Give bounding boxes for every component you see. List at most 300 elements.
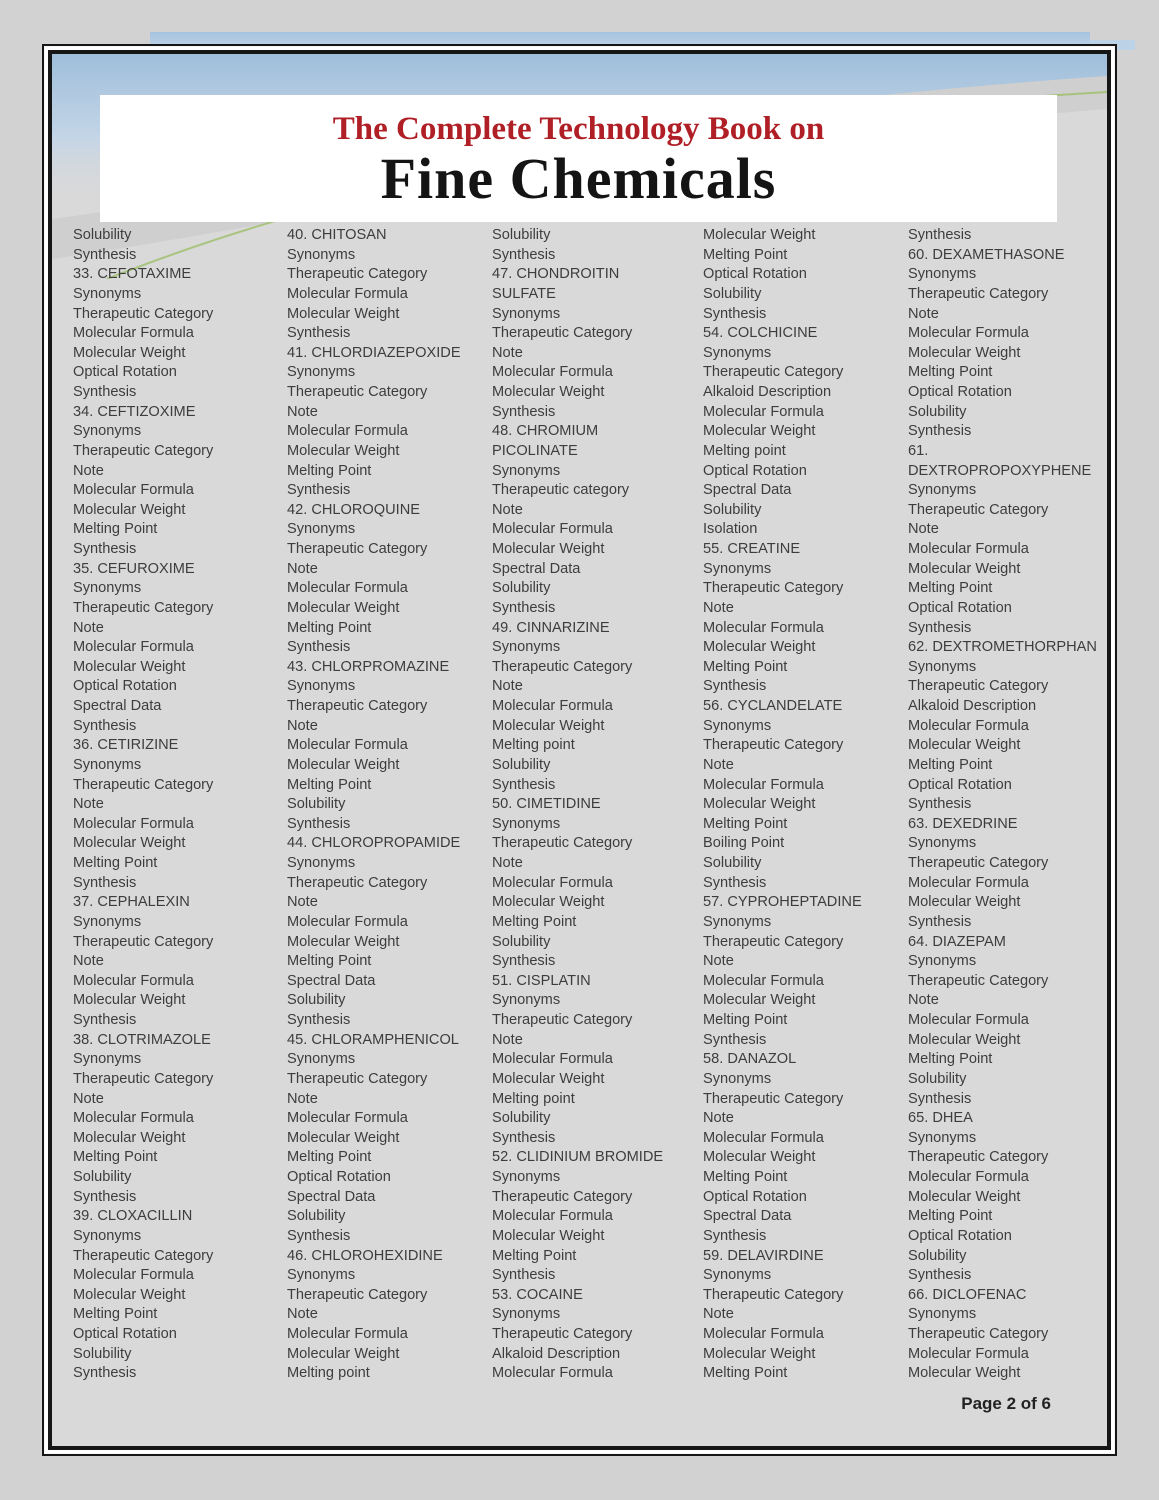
toc-column-3	[492, 226, 703, 1384]
toc-entry-title: 57. CYPROHEPTADINE	[703, 894, 862, 911]
toc-entry-property: Synthesis	[492, 1129, 556, 1146]
toc-entry-property: Melting Point	[287, 776, 372, 793]
toc-entry-property: Solubility	[908, 1070, 967, 1087]
toc-entry-property: Therapeutic Category	[492, 658, 633, 675]
toc-entry-property: Synonyms	[908, 1306, 977, 1323]
toc-entry-property: Molecular Formula	[73, 639, 194, 656]
toc-entry-property: Molecular Weight	[908, 894, 1021, 911]
toc-entry-property: Molecular Formula	[287, 1326, 408, 1342]
toc-entry-property: Melting Point	[703, 1365, 788, 1382]
toc-entry-property: Synonyms	[73, 1227, 142, 1244]
toc-entry-property: Synthesis	[492, 1267, 556, 1284]
toc-column-5	[908, 226, 1097, 1384]
toc-entry-property: Melting Point	[908, 1208, 993, 1225]
toc-entry-property: Synthesis	[73, 246, 137, 263]
toc-entry-property: Spectral Data	[703, 482, 792, 499]
toc-entry-property: Molecular Formula	[287, 1110, 408, 1127]
toc-entry-property: Solubility	[492, 1110, 551, 1127]
toc-entry-property: Molecular Formula	[287, 580, 408, 597]
toc-entry-property: Molecular Weight	[73, 992, 186, 1009]
toc-entry-property: Therapeutic Category	[492, 325, 633, 342]
toc-entry-property: Molecular Formula	[492, 521, 613, 538]
toc-entry-property: Synonyms	[73, 913, 142, 930]
toc-entry-property: Molecular Weight	[287, 1345, 400, 1362]
book-series-title: The Complete Technology Book on	[332, 111, 825, 147]
toc-entry-property: Synonyms	[703, 717, 772, 734]
toc-entry-property: Molecular Formula	[492, 874, 613, 891]
toc-entry-property: Solubility	[908, 403, 967, 420]
toc-entry-property: Melting point	[703, 442, 786, 459]
title-banner	[100, 95, 1057, 222]
toc-entry-property: Synonyms	[287, 678, 356, 695]
toc-entry-title: 46. CHLOROHEXIDINE	[287, 1247, 443, 1264]
toc-entry-property: Synthesis	[908, 1267, 972, 1284]
toc-entry-property: Synonyms	[703, 560, 772, 577]
toc-entry-property: Synthesis	[73, 874, 137, 891]
toc-entry-property: Solubility	[703, 501, 762, 518]
toc-entry-property: Synonyms	[908, 1129, 977, 1146]
toc-entry-property: Note	[287, 1090, 318, 1107]
toc-entry-title: 56. CYCLANDELATE	[703, 698, 843, 714]
toc-entry-property: Molecular Formula	[703, 403, 824, 420]
toc-entry-property: Solubility	[287, 992, 346, 1009]
toc-entry-title: 42. CHLOROQUINE	[287, 501, 420, 518]
toc-entry-property: Melting Point	[908, 1051, 993, 1068]
toc-entry-property: Synonyms	[908, 266, 977, 283]
toc-entry-property: Molecular Weight	[908, 1031, 1021, 1048]
page-number: Page 2 of 6	[961, 1394, 1051, 1413]
toc-entry-property: Synthesis	[73, 1365, 137, 1382]
toc-entry-title: 36. CETIRIZINE	[73, 737, 179, 754]
toc-entry-property: Melting Point	[703, 1169, 788, 1185]
toc-entry-property: Therapeutic Category	[73, 599, 214, 616]
toc-entry-property: Molecular Formula	[908, 717, 1029, 734]
toc-entry-title: 63. DEXEDRINE	[908, 815, 1018, 832]
toc-entry-property: Note	[73, 953, 104, 970]
toc-entry-property: Molecular Weight	[703, 639, 816, 656]
toc-entry-title: 65. DHEA	[908, 1110, 973, 1127]
toc-entry-property: Molecular Formula	[908, 874, 1029, 891]
toc-entry-property: Synthesis	[703, 874, 767, 891]
toc-entry-property: Therapeutic Category	[287, 541, 428, 557]
toc-entry-property: Molecular Formula	[908, 541, 1029, 557]
toc-entry-title: 53. COCAINE	[492, 1286, 583, 1303]
toc-entry-property: Molecular Formula	[287, 423, 408, 440]
toc-entry-property: Melting Point	[73, 1149, 158, 1166]
toc-entry-property: Therapeutic Category	[703, 737, 844, 754]
toc-entry-title: 44. CHLOROPROPAMIDE	[287, 835, 461, 852]
toc-entry-property: Synonyms	[492, 1169, 561, 1185]
toc-entry-property: Note	[287, 1306, 318, 1323]
toc-entry-property: Synonyms	[703, 913, 772, 930]
toc-entry-property: Solubility	[908, 1247, 967, 1264]
toc-entry-property: Molecular Formula	[703, 619, 824, 636]
toc-entry-property: Synthesis	[287, 325, 351, 342]
toc-entry-property: Molecular Weight	[492, 1070, 605, 1087]
toc-entry-property: Synonyms	[703, 1267, 772, 1284]
toc-entry-property: Synonyms	[492, 462, 561, 479]
toc-entry-property: Melting Point	[287, 953, 372, 970]
toc-entry-property: Note	[287, 717, 318, 734]
toc-entry-property: Note	[73, 462, 104, 479]
toc-entry-property: Synthesis	[492, 599, 556, 616]
toc-entry-property: Molecular Formula	[908, 325, 1029, 342]
toc-entry-title: 61.	[908, 442, 929, 459]
toc-entry-property: Melting Point	[908, 364, 993, 381]
toc-entry-property: Molecular Formula	[908, 1345, 1029, 1362]
toc-entry-title: 34. CEFTIZOXIME	[73, 403, 196, 420]
toc-entry-property: Therapeutic Category	[73, 933, 214, 950]
toc-entry-property: Synonyms	[287, 855, 356, 871]
toc-entry-title: 50. CIMETIDINE	[492, 796, 601, 813]
toc-entry-property: Melting Point	[908, 580, 993, 597]
page-sheet	[42, 44, 1117, 1456]
toc-entry-property: Therapeutic Category	[703, 580, 844, 597]
toc-entry-property: Molecular Weight	[703, 1149, 816, 1166]
toc-entry-property: Therapeutic Category	[287, 1070, 428, 1087]
toc-entry-property: Note	[287, 403, 318, 420]
toc-entry-property: Note	[492, 1031, 523, 1048]
toc-entry-property: Optical Rotation	[908, 599, 1012, 616]
toc-entry-property: Synonyms	[492, 815, 561, 832]
toc-entry-property: Solubility	[492, 756, 551, 773]
toc-entry-property: Molecular Formula	[73, 325, 194, 342]
toc-entry-property: Therapeutic Category	[492, 1188, 633, 1205]
toc-entry-property: Therapeutic Category	[703, 1090, 844, 1107]
toc-entry-property: Molecular Weight	[703, 992, 816, 1009]
toc-entry-title: 64. DIAZEPAM	[908, 933, 1006, 950]
toc-entry-title: 52. CLIDINIUM BROMIDE	[492, 1149, 664, 1166]
toc-entry-property: Synthesis	[908, 913, 972, 930]
toc-entry-property: Molecular Weight	[908, 737, 1021, 754]
toc-entry-property: Molecular Formula	[492, 1208, 613, 1225]
toc-entry-title: 41. CHLORDIAZEPOXIDE	[287, 344, 461, 361]
toc-entry-property: Solubility	[492, 580, 551, 597]
toc-entry-property: Therapeutic Category	[908, 501, 1049, 518]
toc-entry-property: Synonyms	[908, 658, 977, 675]
toc-entry-property: Synthesis	[73, 1188, 137, 1205]
toc-entry-property: Molecular Weight	[703, 796, 816, 813]
toc-entry-property: Synonyms	[492, 305, 561, 322]
toc-entry-property: Molecular Formula	[703, 972, 824, 989]
toc-entry-title: 47. CHONDROITIN	[492, 266, 620, 283]
toc-entry-property: Solubility	[703, 855, 762, 871]
toc-entry-property: Synthesis	[908, 619, 972, 636]
toc-entry-property: Synonyms	[287, 246, 356, 263]
toc-entry-property: Synonyms	[492, 992, 561, 1009]
toc-entry-title: 43. CHLORPROMAZINE	[287, 658, 450, 675]
toc-entry-property: Note	[703, 1110, 734, 1127]
toc-entry-property: Therapeutic Category	[703, 1286, 844, 1303]
toc-entry-property: Note	[492, 501, 523, 518]
toc-entry-property: Note	[73, 619, 104, 636]
toc-entry-property: Synonyms	[287, 1267, 356, 1284]
toc-entry-property: Molecular Weight	[908, 1365, 1021, 1382]
toc-entry-property: PICOLINATE	[492, 442, 578, 459]
toc-entry-title: 60. DEXAMETHASONE	[908, 246, 1065, 263]
toc-entry-property: Molecular Formula	[492, 698, 613, 714]
toc-entry-title: 66. DICLOFENAC	[908, 1286, 1027, 1303]
toc-entry-title: 55. CREATINE	[703, 541, 801, 557]
toc-entry-property: Note	[908, 992, 939, 1009]
toc-entry-property: Synonyms	[287, 364, 356, 381]
toc-entry-property: Solubility	[703, 285, 762, 302]
toc-entry-property: Synthesis	[287, 1227, 351, 1244]
toc-entry-property: Note	[492, 344, 523, 361]
toc-entry-property: Melting Point	[703, 1012, 788, 1028]
toc-entry-property: Synonyms	[73, 1051, 142, 1068]
toc-entry-property: Molecular Formula	[73, 1110, 194, 1127]
toc-entry-title: 59. DELAVIRDINE	[703, 1247, 824, 1264]
toc-entry-property: Molecular Formula	[908, 1169, 1029, 1185]
toc-entry-property: Melting Point	[287, 462, 372, 479]
toc-entry-property: Therapeutic Category	[908, 678, 1049, 695]
toc-entry-property: Synthesis	[703, 678, 767, 695]
toc-entry-property: Melting point	[492, 737, 575, 754]
toc-entry-property: Optical Rotation	[73, 1326, 177, 1342]
toc-column-2	[287, 226, 492, 1384]
toc-entry-property: Melting Point	[703, 246, 788, 263]
toc-entry-property: Note	[287, 560, 318, 577]
toc-entry-property: Optical Rotation	[287, 1169, 391, 1185]
toc-entry-property: Note	[703, 1306, 734, 1323]
toc-entry-property: Synonyms	[908, 482, 977, 499]
toc-entry-property: DEXTROPROPOXYPHENE	[908, 462, 1092, 479]
toc-entry-property: Therapeutic Category	[703, 933, 844, 950]
toc-entry-title: 38. CLOTRIMAZOLE	[73, 1031, 211, 1048]
toc-entry-property: Note	[703, 599, 734, 616]
toc-entry-property: Molecular Weight	[287, 305, 400, 322]
toc-entry-property: Molecular Weight	[73, 344, 186, 361]
toc-entry-title: 39. CLOXACILLIN	[73, 1208, 193, 1225]
toc-entry-property: Synthesis	[908, 796, 972, 813]
toc-entry-property: Boiling Point	[703, 835, 785, 852]
toc-entry-property: Synthesis	[73, 541, 137, 557]
toc-entry-property: Melting Point	[492, 1247, 577, 1264]
toc-entry-property: Alkaloid Description	[908, 698, 1037, 714]
toc-entry-property: Synthesis	[287, 639, 351, 656]
toc-entry-property: Molecular Weight	[492, 384, 605, 400]
toc-entry-property: Molecular Formula	[73, 972, 194, 989]
toc-entry-title: 54. COLCHICINE	[703, 325, 818, 342]
toc-entry-property: Therapeutic Category	[908, 972, 1049, 989]
toc-entry-property: Note	[492, 855, 523, 871]
toc-entry-property: Molecular Formula	[73, 482, 194, 499]
toc-column-4	[703, 226, 908, 1384]
toc-entry-property: Molecular Formula	[287, 285, 408, 302]
toc-entry-property: Note	[73, 1090, 104, 1107]
toc-entry-property: Molecular Weight	[908, 560, 1021, 577]
toc-entry-property: Therapeutic Category	[492, 1012, 633, 1028]
toc-entry-property: Spectral Data	[492, 560, 581, 577]
toc-entry-property: Synthesis	[287, 815, 351, 832]
toc-entry-property: Note	[703, 756, 734, 773]
toc-entry-property: Optical Rotation	[908, 776, 1012, 793]
toc-entry-property: Spectral Data	[703, 1208, 792, 1225]
toc-entry-property: Molecular Formula	[287, 913, 408, 930]
toc-entry-property: Synonyms	[492, 1306, 561, 1323]
toc-entry-property: Synonyms	[73, 756, 142, 773]
toc-entry-title: 49. CINNARIZINE	[492, 619, 610, 636]
toc-entry-property: Optical Rotation	[908, 1227, 1012, 1244]
toc-entry-property: Molecular Weight	[73, 835, 186, 852]
toc-entry-title: 37. CEPHALEXIN	[73, 894, 190, 911]
toc-entry-property: Synonyms	[703, 1070, 772, 1087]
toc-entry-property: Melting Point	[287, 1149, 372, 1166]
toc-entry-property: Therapeutic Category	[73, 305, 214, 322]
toc-entry-property: Therapeutic Category	[908, 1149, 1049, 1166]
toc-entry-title: 35. CEFUROXIME	[73, 560, 195, 577]
toc-entry-property: Synthesis	[703, 305, 767, 322]
toc-entry-property: Solubility	[492, 933, 551, 950]
toc-entry-property: Molecular Weight	[492, 894, 605, 911]
toc-entry-property: Molecular Formula	[73, 815, 194, 832]
book-main-title: Fine Chemicals	[380, 146, 777, 211]
page-frame	[48, 50, 1111, 1450]
toc-entry-property: Optical Rotation	[703, 1188, 807, 1205]
toc-entry-property: Synonyms	[73, 285, 142, 302]
toc-entry-title: 62. DEXTROMETHORPHAN	[908, 639, 1097, 656]
toc-entry-property: Molecular Formula	[287, 737, 408, 754]
toc-entry-property: Melting point	[492, 1090, 575, 1107]
toc-entry-property: Therapeutic Category	[73, 1247, 214, 1264]
toc-entry-property: Spectral Data	[287, 1188, 376, 1205]
toc-entry-property: Melting Point	[703, 815, 788, 832]
toc-entry-property: Melting Point	[492, 913, 577, 930]
toc-entry-property: Molecular Weight	[73, 1129, 186, 1146]
toc-entry-property: Synonyms	[287, 1051, 356, 1068]
toc-entry-property: Molecular Weight	[492, 541, 605, 557]
toc-entry-property: Molecular Formula	[73, 1267, 194, 1284]
toc-entry-property: Molecular Weight	[287, 442, 400, 459]
toc-entry-property: Molecular Formula	[492, 364, 613, 381]
toc-entry-property: Melting point	[287, 1365, 370, 1382]
toc-entry-property: Optical Rotation	[73, 678, 177, 695]
toc-entry-property: Synthesis	[492, 776, 556, 793]
toc-entry-title: 48. CHROMIUM	[492, 423, 599, 440]
toc-entry-property: Synthesis	[703, 1031, 767, 1048]
toc-entry-property: Note	[492, 678, 523, 695]
toc-entry-property: Synthesis	[73, 384, 137, 400]
toc-entry-title: 40. CHITOSAN	[287, 227, 387, 243]
toc-entry-property: Note	[703, 953, 734, 970]
toc-entry-property: Note	[908, 305, 939, 322]
toc-entry-property: Molecular Weight	[703, 423, 816, 440]
toc-entry-property: Melting Point	[73, 855, 158, 871]
toc-entry-property: Synthesis	[492, 403, 556, 420]
toc-entry-property: Therapeutic Category	[287, 1286, 428, 1303]
toc-entry-property: Synthesis	[908, 1090, 972, 1107]
toc-entry-property: Optical Rotation	[703, 266, 807, 283]
toc-entry-property: Molecular Weight	[73, 1286, 186, 1303]
toc-entry-property: Synthesis	[908, 423, 972, 440]
toc-entry-property: Alkaloid Description	[492, 1345, 621, 1362]
toc-entry-property: Molecular Weight	[73, 658, 186, 675]
toc-entry-property: Melting Point	[73, 1306, 158, 1323]
toc-entry-property: Molecular Formula	[908, 1012, 1029, 1028]
toc-entry-property: Optical Rotation	[73, 364, 177, 381]
toc-entry-property: Therapeutic Category	[73, 1070, 214, 1087]
toc-entry-property: Alkaloid Description	[703, 384, 832, 400]
toc-entry-property: Molecular Weight	[492, 1227, 605, 1244]
toc-entry-property: Therapeutic Category	[287, 698, 428, 714]
toc-entry-property: Therapeutic Category	[492, 1326, 633, 1342]
toc-entry-property: Therapeutic Category	[73, 442, 214, 459]
toc-entry-property: Synthesis	[287, 482, 351, 499]
toc-entry-property: Melting Point	[703, 658, 788, 675]
toc-entry-property: Therapeutic Category	[287, 384, 428, 400]
toc-entry-property: Synthesis	[287, 1012, 351, 1028]
toc-entry-title: 51. CISPLATIN	[492, 972, 591, 989]
toc-entry-property: Melting Point	[73, 521, 158, 538]
toc-entry-property: Molecular Weight	[492, 717, 605, 734]
toc-entry-property: Therapeutic Category	[703, 364, 844, 381]
toc-entry-property: Molecular Formula	[492, 1051, 613, 1068]
toc-entry-property: Therapeutic Category	[908, 285, 1049, 302]
toc-entry-property: Optical Rotation	[703, 462, 807, 479]
toc-entry-property: Spectral Data	[287, 972, 376, 989]
toc-entry-property: Therapeutic Category	[287, 266, 428, 283]
toc-entry-property: Synonyms	[287, 521, 356, 538]
toc-entry-property: Therapeutic Category	[908, 1326, 1049, 1342]
toc-entry-property: Synthesis	[703, 1227, 767, 1244]
toc-entry-property: Molecular Weight	[287, 1129, 400, 1146]
toc-entry-property: Therapeutic Category	[73, 776, 214, 793]
toc-entry-property: Solubility	[492, 227, 551, 243]
toc-entry-property: Melting Point	[287, 619, 372, 636]
toc-entry-title: 58. DANAZOL	[703, 1051, 797, 1068]
toc-entry-property: Molecular Weight	[287, 933, 400, 950]
toc-entry-property: Note	[73, 796, 104, 813]
toc-entry-property: Note	[908, 521, 939, 538]
toc-entry-property: Molecular Weight	[908, 344, 1021, 361]
toc-entry-title: 45. CHLORAMPHENICOL	[287, 1031, 459, 1048]
toc-entry-property: Synthesis	[73, 717, 137, 734]
toc-entry-property: Synonyms	[908, 953, 977, 970]
toc-entry-property: Molecular Weight	[703, 227, 816, 243]
toc-entry-property: Synthesis	[908, 227, 972, 243]
toc-entry-property: Molecular Weight	[908, 1188, 1021, 1205]
toc-entry-property: Synthesis	[492, 953, 556, 970]
toc-entry-property: Solubility	[73, 1169, 132, 1185]
toc-entry-title: 33. CEFOTAXIME	[73, 266, 192, 283]
toc-entry-property: Molecular Formula	[703, 1326, 824, 1342]
toc-entry-property: Note	[287, 894, 318, 911]
toc-columns	[73, 226, 1111, 1384]
toc-entry-property: Synthesis	[73, 1012, 137, 1028]
toc-entry-property: Solubility	[287, 796, 346, 813]
toc-entry-property: Synonyms	[703, 344, 772, 361]
toc-entry-property: Molecular Weight	[287, 599, 400, 616]
toc-entry-property: Synonyms	[73, 580, 142, 597]
toc-entry-property: Molecular Weight	[287, 756, 400, 773]
toc-entry-property: Isolation	[703, 521, 758, 538]
toc-entry-property: Molecular Weight	[73, 501, 186, 518]
toc-entry-property: Spectral Data	[73, 698, 162, 714]
toc-entry-property: Solubility	[73, 227, 132, 243]
toc-entry-property: Synthesis	[492, 246, 556, 263]
toc-entry-property: Therapeutic Category	[287, 874, 428, 891]
toc-entry-property: Molecular Weight	[703, 1345, 816, 1362]
toc-entry-property: Therapeutic Category	[492, 835, 633, 852]
toc-entry-property: Molecular Formula	[492, 1365, 613, 1382]
toc-entry-property: SULFATE	[492, 285, 556, 302]
toc-entry-property: Solubility	[287, 1208, 346, 1225]
toc-column-1	[73, 226, 287, 1384]
toc-entry-property: Therapeutic category	[492, 482, 630, 499]
toc-entry-property: Therapeutic Category	[908, 855, 1049, 871]
toc-entry-property: Synonyms	[73, 423, 142, 440]
